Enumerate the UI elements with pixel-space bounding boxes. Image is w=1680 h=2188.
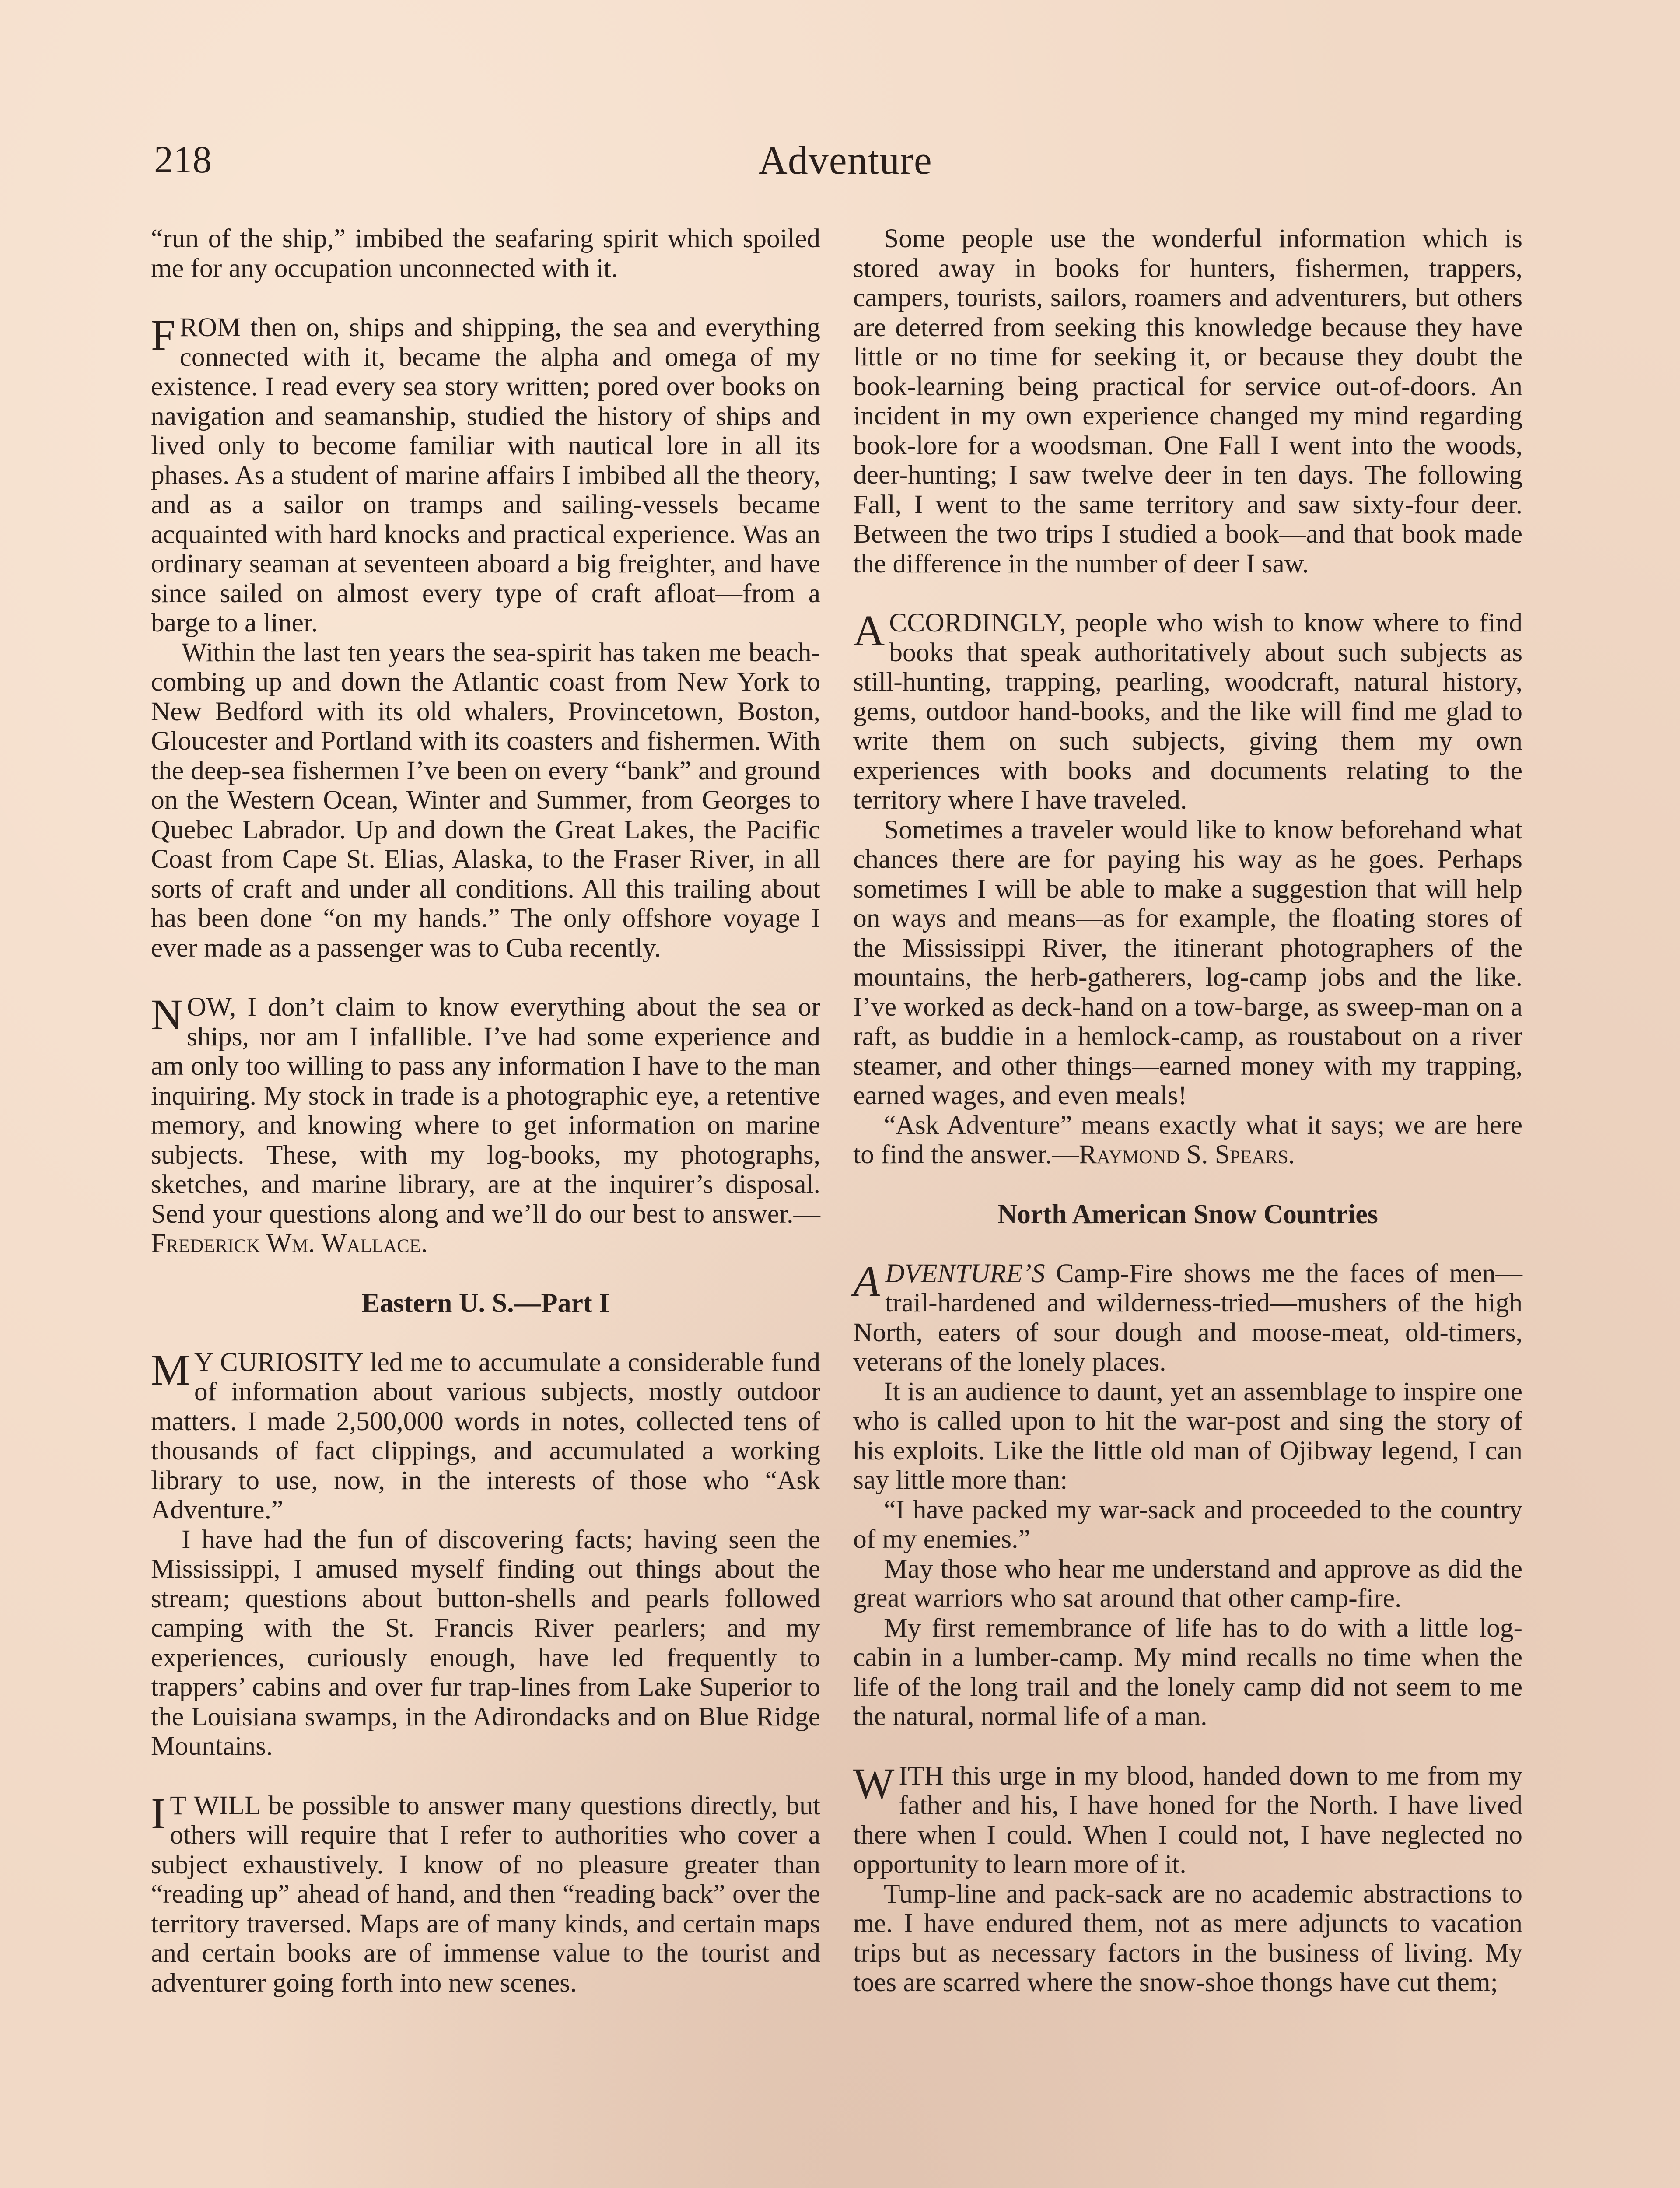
right-paragraph-3: Sometimes a traveler would like to know beforehand what chances there are for paying his way as he goes. Perhaps sometimes I will be able to make a suggestion that will help on ways and means—as for example, the floating stores of the Mississippi River, the itinerant photographers of the mountains, the herb-gatherers, log-camp jobs and the like. I’ve worked as deck-hand on a tow-barge, as sweep-man on a raft, as buddie in a hemlock-camp, as roustabout on a river steamer, and other things—earned money with my trapping, earned wages, and even meals! xyxy=(853,814,1522,1110)
running-title: Adventure xyxy=(758,138,932,182)
right-paragraph-5 xyxy=(853,1256,1522,1377)
section-heading-eastern-us: Eastern U. S.—Part I xyxy=(361,1288,610,1318)
right-paragraph-8: May those who hear me understand and approve as did the great warriors who sat around that other camp-fire. xyxy=(853,1553,1522,1613)
right-paragraph-11: Tump-line and pack-sack are no academic abstractions to me. I have endured them, not as mere adjuncts to vacation trips but as necessary factors in the business of living. My toes are scarred where the snow-shoe thongs have cut them; xyxy=(853,1879,1522,1997)
right-paragraph-4 xyxy=(853,1111,1522,1170)
right-paragraph-10: WITH this urge in my blood, handed down to me from my father and his, I have honed for the North. I have lived there when I could. When I could not, I have neglected no opportunity to learn more of it. xyxy=(853,1759,1522,1879)
left-paragraph-6: I have had the fun of discovering facts; having seen the Mississippi, I amused myself finding out things about the stream; questions about button-shells and pearls followed camping with the St. Francis River pearlers; and my experiences, curiously enough, have led frequently to trappers’ cabins and over fur trap-lines from Lake Superior to the Louisiana swamps, in the Adirondacks and on Blue Ridge Mountains. xyxy=(151,1524,820,1761)
section-heading-snow-countries: North American Snow Countries xyxy=(998,1199,1378,1229)
right-paragraph-5-text: Camp-Fire shows me the faces of men—trail-hardened and wilderness-tried—mushers of the high North, eaters of sour dough and moose-meat, old-timers, veterans of the lonely places. xyxy=(853,1258,1522,1377)
signature-wallace: Frederick Wm. Wallace. xyxy=(151,1228,428,1258)
left-paragraph-7: IT WILL be possible to answer many questions directly, but others will require that I refer to authorities who cover a subject exhaustively. I know of no pleasure greater than “reading up” ahead of hand, and then “reading back” over the territory traversed. Maps are of many kinds, and certain maps and certain books are of immense value to the tourist and adventurer going forth into new scenes. xyxy=(151,1788,820,1998)
right-paragraph-7: “I have packed my war-sack and proceeded to the country of my enemies.” xyxy=(853,1494,1522,1554)
adventures-lead: ADVENTURE’S xyxy=(853,1256,1045,1305)
left-paragraph-3: Within the last ten years the sea-spirit has taken me beach-combing up and down the Atlantic coast from New York to New Bedford with its old whalers, Provincetown, Boston, Gloucester and Portland with its coasters and fishermen. With the deep-sea fishermen I’ve been on every “bank” and ground on the Western Ocean, Winter and Summer, from Georges to Quebec Labrador. Up and down the Great Lakes, the Pacific Coast from Cape St. Elias, Alaska, to the Fraser River, in all sorts of craft and under all conditions. All this trailing about has been done “on my hands.” The only offshore voyage I ever made as a passenger was to Cuba recently. xyxy=(151,637,820,963)
left-paragraph-2: FROM then on, ships and shipping, the sea and everything connected with it, became the alpha and omega of my existence. I read every sea story written; pored over books on navigation and seamanship, studied the history of ships and lived only to become familiar with nautical lore in all its phases. As a student of marine affairs I imbibed all the theory, and as a sailor on tramps and sailing-vessels became acquainted with hard knocks and practical experience. Was an ordinary seaman at seventeen aboard a big freighter, and have since sailed on almost every type of craft afloat—from a barge to a liner. xyxy=(151,311,820,638)
left-paragraph-5: MY CURIOSITY led me to accumulate a considerable fund of information about various subjects, mostly outdoor matters. I made 2,500,000 words in notes, collected tens of thousands of fact clippings, and accumulated a working library to use, now, in the interests of those who “Ask Adventure.” xyxy=(151,1345,820,1525)
right-paragraph-6: It is an audience to daunt, yet an assemblage to inspire one who is called upon to hit the war-post and sing the story of his exploits. Like the little old man of Ojibway legend, I can say little more than: xyxy=(853,1376,1522,1495)
left-paragraph-4 xyxy=(151,992,820,1259)
left-column xyxy=(151,224,820,2188)
right-paragraph-4-text: “Ask Adventure” means exactly what it says; we are here to find the answer.— xyxy=(853,1110,1522,1169)
right-paragraph-1: Some people use the wonderful information which is stored away in books for hunters, fishermen, trappers, campers, tourists, sailors, roamers and adventurers, but others are deterred from seeking this knowledge because they have little or no time for seeking it, or because they doubt the book-learning being practical for service out-of-doors. An incident in my own experience changed my mind regarding book-lore for a woodsman. One Fall I went into the woods, deer-hunting; I saw twelve deer in ten days. The following Fall, I went to the same territory and saw sixty-four deer. Between the two trips I studied a book—and that book made the difference in the number of deer I saw. xyxy=(853,224,1522,579)
right-paragraph-2: ACCORDINGLY, people who wish to know where to find books that speak authoritatively about such subjects as still-hunting, trapping, pearling, woodcraft, natural history, gems, outdoor hand-books, and the like will find me glad to write them on such subjects, giving them my own experiences with books and documents relating to the territory where I have traveled. xyxy=(853,606,1522,815)
page-number: 218 xyxy=(154,139,212,181)
right-column xyxy=(853,224,1522,2188)
left-paragraph-1: “run of the ship,” imbibed the seafaring spirit which spoiled me for any occupation unconnected with it. xyxy=(151,224,820,283)
page-header xyxy=(154,130,1536,191)
left-paragraph-4-text: NOW, I don’t claim to know everything about the sea or ships, nor am I infallible. I’ve had some experience and am only too willing to pass any information I have to the man inquiring. My stock in trade is a photographic eye, a retentive memory, and knowing where to get information on marine subjects. These, with my log-books, my photographs, sketches, and marine library, are at the inquirer’s disposal. Send your questions along and we’ll do our best to answer.— xyxy=(151,990,820,1229)
signature-spears: Raymond S. Spears. xyxy=(1078,1140,1295,1169)
right-paragraph-9: My first remembrance of life has to do with a little log-cabin in a lumber-camp. My mind recalls no time when the life of the long trail and the lonely camp did not seem to me the natural, normal life of a man. xyxy=(853,1613,1522,1731)
